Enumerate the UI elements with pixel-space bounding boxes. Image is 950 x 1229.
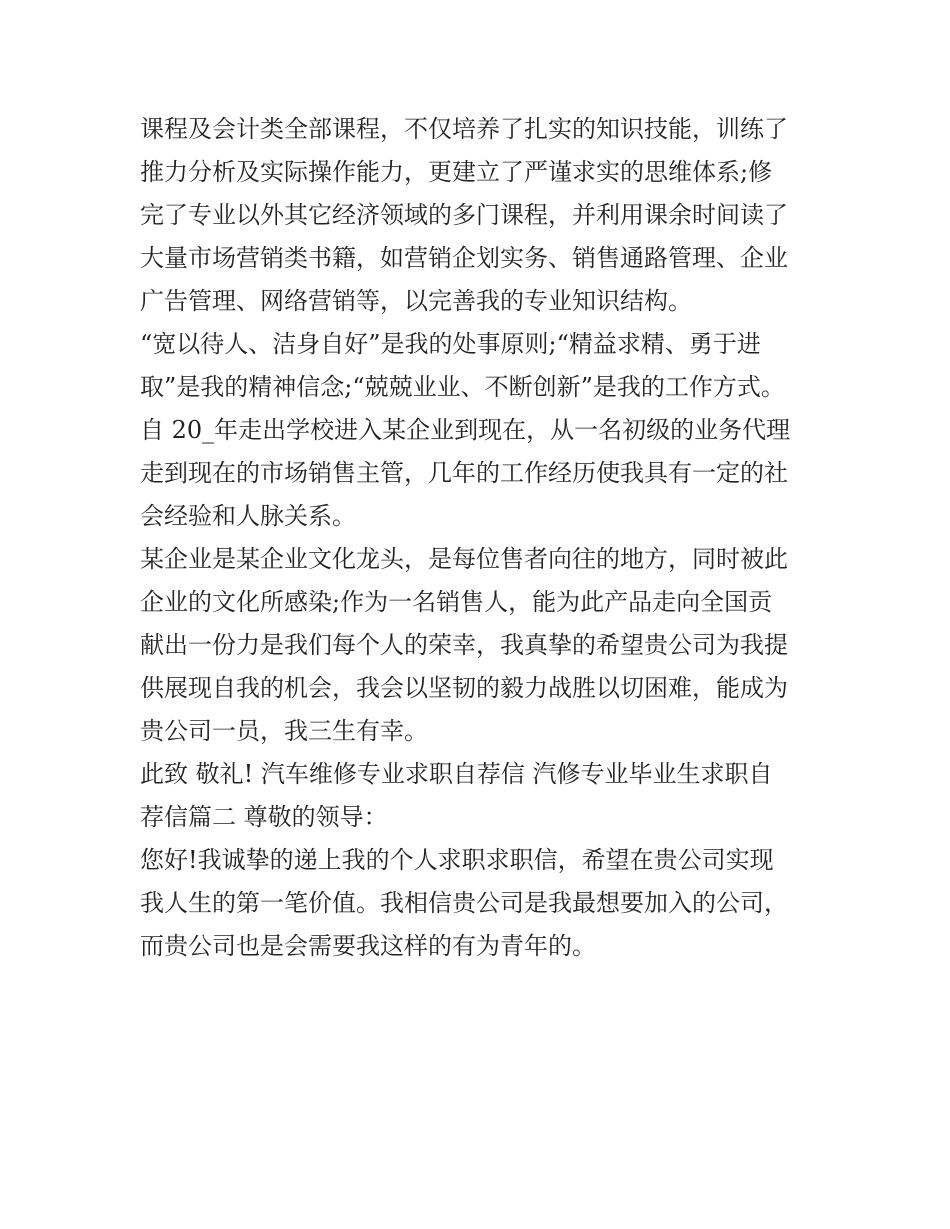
text-line: 我人生的第一笔价值。我相信贵公司是我最想要加入的公司，	[140, 889, 788, 917]
paragraph-6	[140, 839, 820, 968]
text-line: 广告管理、网络营销等，以完善我的专业知识结构。	[140, 287, 692, 315]
text-line: 而贵公司也是会需要我这样的有为青年的。	[140, 932, 596, 960]
text-line: 此致 敬礼! 汽车维修专业求职自荐信 汽修专业毕业生求职自	[140, 760, 773, 788]
text-line: 您好!我诚挚的递上我的个人求职求职信，希望在贵公司实现	[140, 846, 774, 874]
paragraph-3	[140, 409, 820, 538]
text-line: 完了专业以外其它经济领域的多门课程，并利用课余时间读了	[140, 201, 788, 229]
text-line: 取”是我的精神信念;“兢兢业业、不断创新”是我的工作方式。	[140, 373, 785, 401]
text-line: 推力分析及实际操作能力，更建立了严谨求实的思维体系;修	[140, 158, 773, 186]
text-line: 大量市场营销类书籍，如营销企划实务、销售通路管理、企业	[140, 244, 788, 272]
text-line: 荐信篇二 尊敬的领导：	[140, 803, 388, 831]
paragraph-2	[140, 323, 820, 409]
paragraph-4	[140, 538, 820, 753]
paragraph-5	[140, 753, 820, 839]
text-line: 献出一份力是我们每个人的荣幸，我真挚的希望贵公司为我提	[140, 631, 788, 659]
text-line: 会经验和人脉关系。	[140, 502, 356, 530]
text-line: “宽以待人、洁身自好”是我的处事原则;“精益求精、勇于进	[140, 330, 761, 358]
text-line: 企业的文化所感染;作为一名销售人，能为此产品走向全国贡	[140, 588, 773, 616]
text-line: 某企业是某企业文化龙头，是每位售者向往的地方，同时被此	[140, 545, 788, 573]
text-line: 贵公司一员，我三生有幸。	[140, 717, 428, 745]
text-line: 课程及会计类全部课程，不仅培养了扎实的知识技能，训练了	[140, 115, 788, 143]
document-body	[140, 108, 820, 968]
text-line: 自 20_年走出学校进入某企业到现在，从一名初级的业务代理	[140, 416, 791, 444]
text-line: 供展现自我的机会，我会以坚韧的毅力战胜以切困难，能成为	[140, 674, 788, 702]
text-line: 走到现在的市场销售主管，几年的工作经历使我具有一定的社	[140, 459, 788, 487]
paragraph-1	[140, 108, 820, 323]
